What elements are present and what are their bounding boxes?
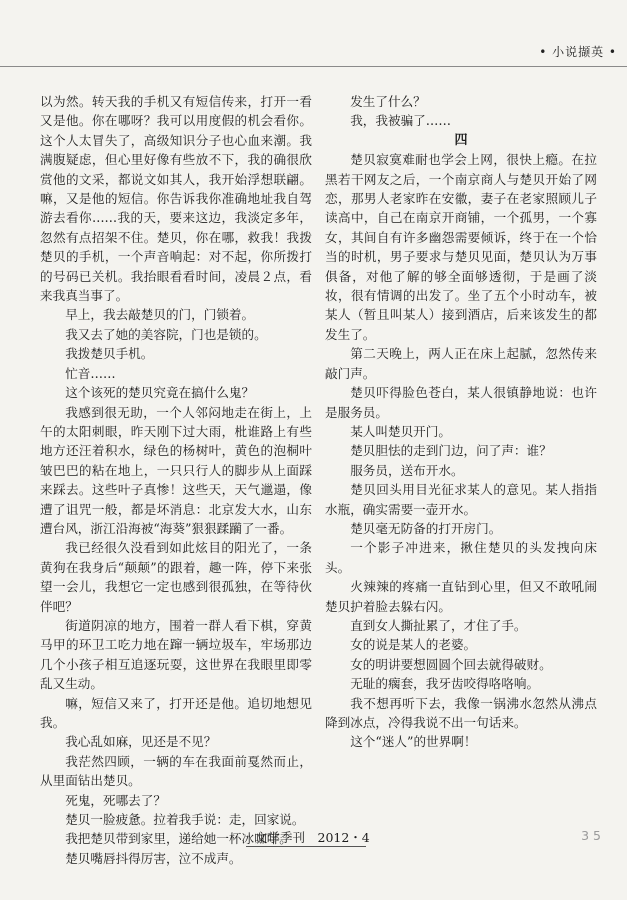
paragraph: 我，我被骗了……	[350, 113, 451, 129]
paragraph: 楚贝一脸疲惫。拉着我手说：走，回家说。	[65, 812, 305, 828]
paragraph: 楚贝胆怯的走到门边，问了声：谁？	[350, 443, 552, 459]
header-rule	[0, 66, 627, 67]
paragraph: 我又去了她的美容院，门也是锁的。	[65, 326, 267, 342]
paragraph: 这个“迷人”的世界啊！	[350, 734, 477, 750]
footer-rule	[246, 846, 366, 847]
right-column	[325, 92, 597, 752]
page-footer	[0, 828, 627, 848]
paragraph: 一个影子冲进来，揪住楚贝的头发拽向床头。	[325, 540, 597, 575]
paragraph: 楚贝吓得脸色苍白，某人很镇静地说：也许是服务员。	[325, 385, 597, 420]
section-heading: 四	[454, 132, 468, 148]
paragraph: 我不想再听下去，我像一锅沸水忽然从沸点降到冰点，冷得我说不出一句话来。	[325, 695, 597, 730]
paragraph: 女的说是某人的老婆。	[350, 637, 477, 653]
paragraph: 我把楚贝带到家里，递给她一杯冰咖啡。	[65, 831, 292, 847]
paragraph: 某人叫楚贝开门。	[350, 423, 451, 439]
paragraph: 我已经很久没看到如此炫目的阳光了，一条黄狗在我身后“颠颠”的跟着，趣一阵，停下来张望一会儿，我想它一定也感到很孤独，在等待伙伴吧？	[40, 540, 312, 614]
paragraph: 我拨楚贝手机。	[65, 346, 154, 362]
paragraph: 我感到很无助，一个人邻闷地走在街上，上午的太阳刺眼，昨天刚下过大雨，枇谁路上有些地方还汪着积水，绿色的杨树叶，黄色的泡桐叶皱巴巴的粘在地上，一只只行人的脚步从上面踩来踩去。这些叶子真惨！这些天，天气邋遢，像遭了诅咒一般，都是坏消息：北京发大水，山东遭台风，浙江沿海被“海葵”狠狠蹂躏了一番。	[40, 404, 312, 536]
paragraph: 直到女人撕扯累了，才住了手。	[350, 617, 527, 633]
paragraph: 我茫然四顾，一辆的车在我面前戛然而止，从里面钻出楚贝。	[40, 753, 312, 789]
section-tag: • 小说撷英 •	[539, 45, 617, 59]
paragraph: 忙音……	[65, 365, 116, 381]
left-column	[40, 92, 312, 868]
journal-issue: 文学季刊 2012・4	[255, 830, 370, 845]
paragraph: 街道阴凉的地方，围着一群人看下棋，穿黄马甲的环卫工吃力地在蹿一辆垃圾车，牢场那边几个小孩子相互追逐玩耍，这世界在我眼里即零乱又生动。	[40, 617, 312, 692]
paragraph: 女的明讲要想圆圆个回去就得破财。	[350, 656, 552, 672]
paragraph: 第二天晚上，两人正在床上起腻，忽然传来敲门声。	[325, 346, 597, 381]
paragraph: 嘛，短信又来了，打开还是他。追切地想见我。	[40, 695, 312, 730]
paragraph: 楚贝毫无防备的打开房门。	[350, 520, 502, 536]
paragraph: 无耻的瘸套，我牙齿咬得咯咯响。	[350, 676, 540, 692]
paragraph: 楚贝嘴唇抖得厉害，泣不成声。	[65, 850, 242, 866]
paragraph: 早上，我去敲楚贝的门，门锁着。	[65, 307, 255, 323]
paragraph: 服务员，送布开水。	[350, 462, 464, 478]
paragraph: 楚贝回头用目光征求某人的意见。某人指指水瓶，确实需要一壶开水。	[325, 482, 597, 517]
paragraph: 我心乱如麻，见还是不见？	[65, 734, 217, 750]
paragraph: 死鬼，死哪去了？	[65, 792, 166, 808]
paragraph: 以为然。转天我的手机又有短信传来，打开一看又是他。你在哪呀？我可以用度假的机会看你。这个人太冒失了，高级知识分子也心血来潮。我满腹疑虑，但心里好像有些放不下，我的确很欣赏他的文采，都说文如其人，我开始浮想联翩。嘛，又是他的短信。你告诉我你准确地址我自驾游去看你……我的天，要来这边，我淡定多年，忽然有点招架不住。楚贝，你在哪，救我！我拨楚贝的手机，一个声音响起：对不起，你所拨打的号码已关机。我抬眼看看时间，凌晨２点，看来我真当事了。	[40, 94, 312, 304]
paragraph: 楚贝寂寞难耐也学会上网，很快上瘾。在拉黑若干网友之后，一个南京商人与楚贝开始了网恋，那男人老家昨在安徽，妻子在老家照顾儿子读高中，自己在南京开商铺，一个孤男，一个寡女，其间自有许多幽怨需要倾诉，终于在一个恰当的时机，男子要求与楚贝见面，楚贝认为万事俱备，对他了解的够全面够透彻，于是画了淡妆，很有情调的出发了。坐了五个小时动车，被某人（暂且叫某人）接到酒店，后来该发生的都发生了。	[325, 152, 597, 342]
paragraph: 火辣辣的疼痛一直钻到心里，但又不敢吼闹楚贝护着脸去躲右闪。	[325, 579, 597, 614]
paragraph: 这个该死的楚贝究竟在搞什么鬼？	[65, 385, 255, 401]
paragraph: 发生了什么？	[350, 94, 426, 109]
page-number: 35	[581, 828, 605, 843]
